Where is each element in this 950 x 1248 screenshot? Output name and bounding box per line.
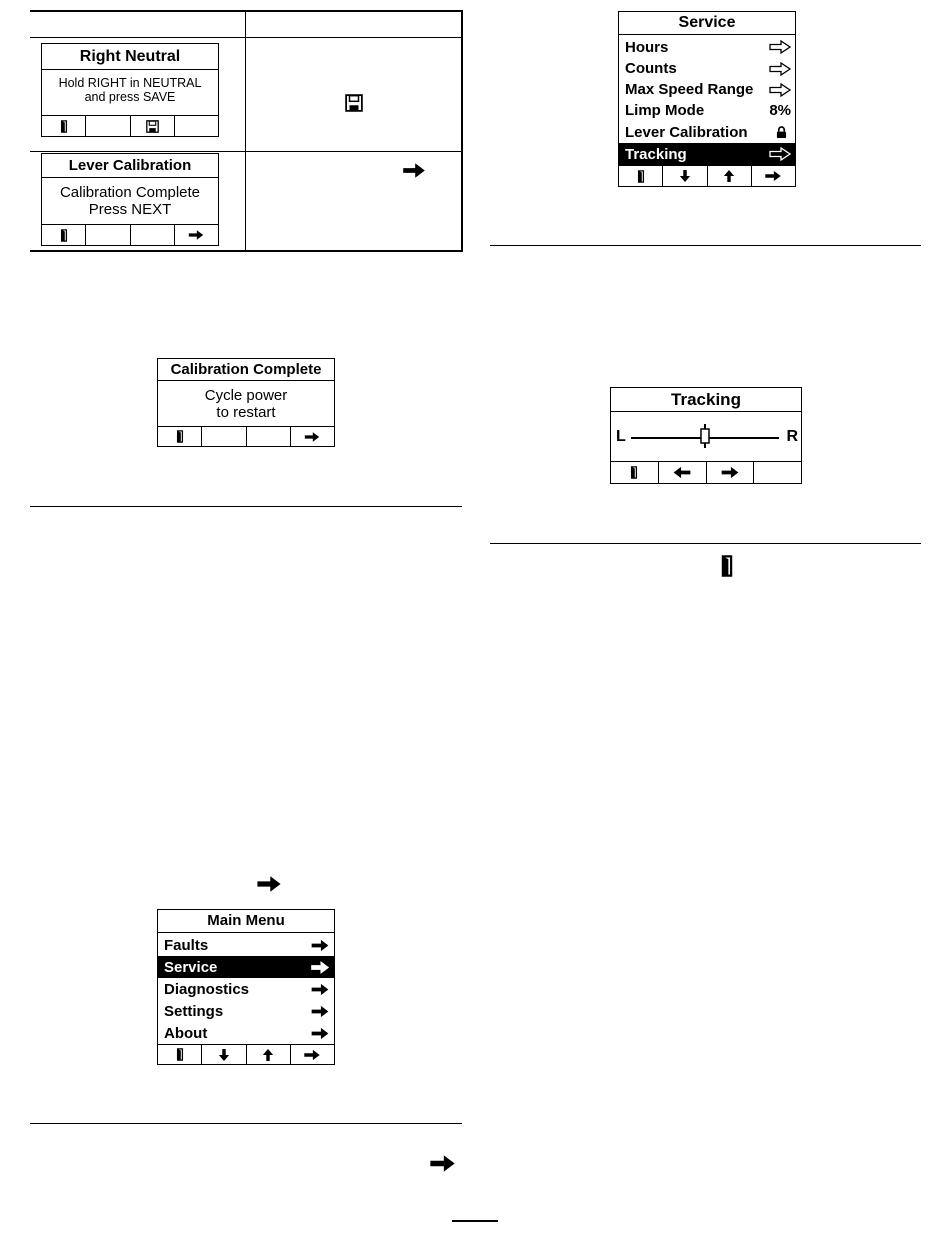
exit-icon [637, 170, 645, 183]
message-line-2: Press NEXT [88, 201, 172, 218]
main-menu-screen [157, 909, 335, 1065]
exit-icon [630, 466, 638, 479]
slider-thumb[interactable] [700, 424, 710, 448]
empty-key [246, 427, 290, 446]
message-line-1: Calibration Complete [59, 184, 201, 201]
menu-item-faults[interactable] [158, 934, 334, 956]
next-arrow-icon [256, 875, 282, 893]
next-key[interactable] [290, 1045, 334, 1064]
left-key[interactable] [658, 462, 706, 483]
next-key[interactable] [751, 166, 795, 186]
menu-item-label: Limp Mode [625, 102, 705, 119]
next-arrow-icon [764, 170, 782, 182]
page-number-rule [452, 1220, 498, 1222]
screen-message [158, 381, 334, 421]
save-key[interactable] [130, 116, 174, 136]
table-top-border [30, 10, 463, 12]
section-divider [30, 1123, 462, 1124]
menu-item-value: 8% [769, 102, 791, 119]
empty-key [174, 116, 218, 136]
next-arrow-icon [310, 961, 330, 974]
down-arrow-icon [679, 169, 691, 183]
section-divider [30, 506, 462, 507]
next-key[interactable] [290, 427, 334, 446]
up-arrow-icon [262, 1048, 274, 1062]
empty-key [753, 462, 801, 483]
exit-key[interactable] [42, 225, 85, 245]
save-icon [146, 120, 159, 133]
next-arrow-icon [188, 229, 204, 241]
menu-item-service[interactable] [158, 956, 334, 978]
left-arrow-icon [672, 466, 692, 479]
menu-item-limp-mode[interactable] [619, 100, 795, 121]
screen-title: Main Menu [158, 910, 334, 933]
screen-title: Calibration Complete [158, 359, 334, 381]
menu-list [619, 36, 795, 165]
softkey-bar [611, 461, 801, 483]
hollow-arrow-icon [769, 147, 791, 161]
message-line-1: Hold RIGHT in NEUTRAL [58, 76, 202, 90]
service-menu-screen [618, 11, 796, 187]
exit-icon [720, 555, 734, 577]
table-row-divider [30, 151, 463, 152]
section-divider [490, 543, 921, 544]
section-divider [490, 245, 921, 246]
next-arrow-icon [429, 1154, 456, 1173]
down-key[interactable] [201, 1045, 245, 1064]
exit-icon [60, 120, 68, 133]
softkey-bar [42, 224, 218, 245]
softkey-bar [158, 426, 334, 446]
tracking-screen [610, 387, 802, 484]
up-key[interactable] [246, 1045, 290, 1064]
screen-message [42, 70, 218, 104]
menu-item-diagnostics[interactable] [158, 978, 334, 1000]
hollow-arrow-icon [769, 83, 791, 97]
menu-item-settings[interactable] [158, 1000, 334, 1022]
menu-item-label: About [164, 1024, 208, 1042]
menu-item-about[interactable] [158, 1022, 334, 1044]
lever-calibration-screen [41, 153, 219, 246]
menu-item-label: Diagnostics [164, 980, 250, 998]
next-key[interactable] [174, 225, 218, 245]
table-right-border [461, 10, 463, 252]
exit-key[interactable] [611, 462, 658, 483]
table-bottom-border [30, 250, 463, 252]
procedure-table [30, 10, 463, 253]
menu-item-label: Hours [625, 38, 669, 56]
next-arrow-icon [310, 939, 330, 952]
right-neutral-screen [41, 43, 219, 137]
exit-icon [176, 430, 184, 443]
exit-icon [60, 229, 68, 242]
menu-item-label: Counts [625, 60, 677, 77]
menu-item-label: Max Speed Range [625, 81, 754, 98]
screen-title: Tracking [611, 388, 801, 412]
menu-item-label: Faults [164, 936, 209, 954]
empty-key [85, 225, 129, 245]
softkey-bar [42, 115, 218, 136]
menu-item-label: Lever Calibration [625, 123, 748, 141]
menu-item-max-speed-range[interactable] [619, 79, 795, 100]
table-header-border [30, 37, 463, 38]
empty-key [201, 427, 245, 446]
next-arrow-icon [304, 431, 320, 443]
menu-item-label: Service [164, 958, 218, 976]
exit-key[interactable] [158, 427, 201, 446]
exit-key[interactable] [158, 1045, 201, 1064]
menu-item-lever-calibration[interactable] [619, 121, 795, 143]
softkey-bar [158, 1044, 334, 1064]
next-arrow-icon [310, 983, 330, 996]
screen-title: Service [619, 12, 795, 35]
menu-list [158, 934, 334, 1044]
screen-title: Lever Calibration [42, 154, 218, 178]
menu-item-label: Settings [164, 1002, 224, 1020]
calibration-complete-screen [157, 358, 335, 447]
menu-item-hours[interactable] [619, 36, 795, 58]
screen-message [42, 178, 218, 218]
menu-item-tracking[interactable] [619, 143, 795, 165]
slider-left-label: L [616, 428, 626, 445]
screen-title: Right Neutral [42, 44, 218, 70]
down-key[interactable] [662, 166, 706, 186]
down-arrow-icon [218, 1048, 230, 1062]
up-key[interactable] [707, 166, 751, 186]
next-arrow-icon [303, 1049, 321, 1061]
next-arrow-icon [310, 1005, 330, 1018]
menu-item-label: Tracking [625, 145, 687, 163]
message-line-1: Cycle power [204, 387, 288, 404]
next-arrow-icon [720, 466, 740, 479]
message-line-2: and press SAVE [84, 90, 176, 104]
slider-right-label: R [786, 428, 798, 445]
hollow-arrow-icon [769, 62, 791, 76]
save-icon [345, 94, 363, 112]
tracking-slider-area [611, 412, 801, 462]
up-arrow-icon [723, 169, 735, 183]
empty-key [130, 225, 174, 245]
table-column-divider [245, 10, 246, 252]
exit-icon [176, 1048, 184, 1061]
hollow-arrow-icon [769, 40, 791, 54]
right-key[interactable] [706, 462, 754, 483]
next-arrow-icon [402, 162, 426, 179]
next-arrow-icon [310, 1027, 330, 1040]
exit-key[interactable] [619, 166, 662, 186]
lock-icon [776, 126, 787, 139]
empty-key [85, 116, 129, 136]
menu-item-counts[interactable] [619, 58, 795, 79]
exit-key[interactable] [42, 116, 85, 136]
message-line-2: to restart [216, 404, 276, 421]
softkey-bar [619, 165, 795, 186]
